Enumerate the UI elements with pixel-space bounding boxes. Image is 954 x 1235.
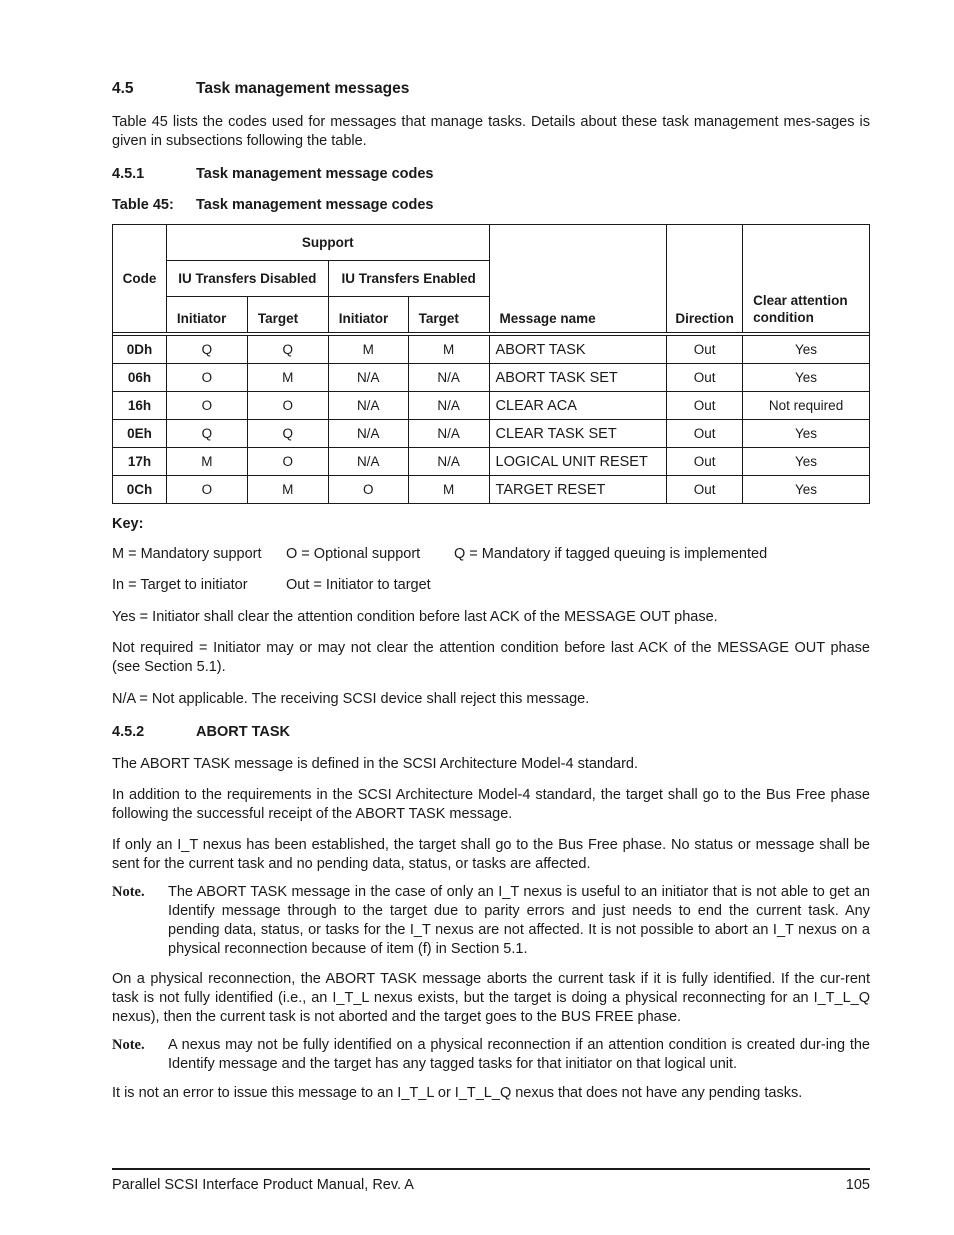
key-q: Q = Mandatory if tagged queuing is implemented xyxy=(454,546,768,562)
cell-direction: Out xyxy=(667,392,743,420)
table-row xyxy=(113,364,870,392)
header-direction: Direction xyxy=(667,225,743,333)
cell-message-name: ABORT TASK xyxy=(489,336,667,364)
cell-clear-attention: Yes xyxy=(743,476,870,504)
task-management-codes-table xyxy=(112,224,870,504)
cell-en-target: M xyxy=(408,476,489,504)
footer-page-number: 105 xyxy=(845,1177,870,1193)
abort-task-paragraph-2: In addition to the requirements in the SCSI Architecture Model-4 standard, the target shall go to the Bus Free phase following the successful receipt of the ABORT TASK message. xyxy=(112,787,870,822)
cell-clear-attention: Yes xyxy=(743,336,870,364)
header-enabled-target: Target xyxy=(408,297,489,333)
table-header-row-1 xyxy=(113,225,870,261)
abort-task-paragraph-1: The ABORT TASK message is defined in the SCSI Architecture Model-4 standard. xyxy=(112,756,639,772)
cell-dis-target: M xyxy=(247,364,328,392)
header-enabled-initiator: Initiator xyxy=(328,297,408,333)
section-heading xyxy=(112,80,409,98)
intro-paragraph: Table 45 lists the codes used for messages that manage tasks. Details about these task management mes-sages is given in subsections following the table. xyxy=(112,114,870,149)
cell-message-name: CLEAR ACA xyxy=(489,392,667,420)
cell-code: 0Eh xyxy=(113,420,167,448)
cell-dis-target: M xyxy=(247,476,328,504)
cell-en-initiator: O xyxy=(328,476,408,504)
footer-title: Parallel SCSI Interface Product Manual, Rev. A xyxy=(112,1177,414,1193)
header-iu-enabled: IU Transfers Enabled xyxy=(328,261,489,297)
abort-task-paragraph-3: If only an I_T nexus has been established, the target shall go to the Bus Free phase. No status or message shall be sent for the current task and no pending data, status, or tasks are affected. xyxy=(112,837,870,872)
cell-en-target: N/A xyxy=(408,392,489,420)
note-2-label: Note. xyxy=(112,1037,145,1053)
cell-en-target: N/A xyxy=(408,420,489,448)
key-optional: O = Optional support xyxy=(286,546,421,562)
table-caption-title: Task management message codes xyxy=(196,197,434,213)
cell-dis-target: O xyxy=(247,448,328,476)
cell-en-initiator: M xyxy=(328,336,408,364)
cell-direction: Out xyxy=(667,364,743,392)
key-out: Out = Initiator to target xyxy=(286,577,431,593)
footer-rule xyxy=(112,1168,870,1170)
table-row xyxy=(113,336,870,364)
abort-task-paragraph-4: On a physical reconnection, the ABORT TASK message aborts the current task if it is fully identified. If the cur-rent task is not fully identified (i.e., an I_T_L nexus exists, but the target is doing a physical reconnecting for an I_T_L_Q nexus), then the current task is not aborted and the target goes to the BUS FREE phase. xyxy=(112,971,870,1025)
section-number: 4.5 xyxy=(112,80,134,97)
header-clear-attention: Clear attention condition xyxy=(743,225,870,333)
header-support: Support xyxy=(166,225,489,261)
table-row xyxy=(113,476,870,504)
subsection-title-2: ABORT TASK xyxy=(196,724,290,740)
header-message-name: Message name xyxy=(489,225,667,333)
cell-message-name: CLEAR TASK SET xyxy=(489,420,667,448)
cell-en-target: N/A xyxy=(408,364,489,392)
key-line-2 xyxy=(112,577,431,593)
cell-message-name: TARGET RESET xyxy=(489,476,667,504)
table-row xyxy=(113,392,870,420)
cell-clear-attention: Yes xyxy=(743,420,870,448)
key-not-required: Not required = Initiator may or may not clear the attention condition before last ACK of the MESSAGE OUT phase (see Section 5.1). xyxy=(112,640,870,675)
cell-code: 0Dh xyxy=(113,336,167,364)
cell-clear-attention: Not required xyxy=(743,392,870,420)
table-row xyxy=(113,420,870,448)
cell-dis-initiator: O xyxy=(166,364,247,392)
cell-en-initiator: N/A xyxy=(328,448,408,476)
subsection-number-2: 4.5.2 xyxy=(112,724,145,740)
key-mandatory: M = Mandatory support xyxy=(112,546,262,562)
cell-en-target: M xyxy=(408,336,489,364)
cell-en-initiator: N/A xyxy=(328,364,408,392)
cell-dis-target: Q xyxy=(247,420,328,448)
cell-direction: Out xyxy=(667,336,743,364)
cell-direction: Out xyxy=(667,448,743,476)
section-title: Task management messages xyxy=(196,80,410,97)
cell-dis-initiator: M xyxy=(166,448,247,476)
table-row xyxy=(113,448,870,476)
note-2 xyxy=(112,1036,870,1074)
note-1-text: The ABORT TASK message in the case of only an I_T nexus is useful to an initiator that is not able to get an Identify message through to the target due to parity errors and just needs to end the current task. Any pending data, status, or tasks for the I_T nexus are not affected. It is not possible to abort an I_T nexus on a physical reconnection because of item (f) in Section 5.1. xyxy=(168,884,870,957)
abort-task-paragraph-5: It is not an error to issue this message to an I_T_L or I_T_L_Q nexus that does not have any pending tasks. xyxy=(112,1085,803,1101)
table-caption xyxy=(112,197,433,213)
cell-dis-initiator: O xyxy=(166,476,247,504)
key-label: Key: xyxy=(112,516,144,532)
subsection-heading-1 xyxy=(112,166,433,182)
table-caption-label: Table 45: xyxy=(112,197,174,213)
cell-clear-attention: Yes xyxy=(743,448,870,476)
cell-en-target: N/A xyxy=(408,448,489,476)
cell-dis-target: O xyxy=(247,392,328,420)
subsection-title-1: Task management message codes xyxy=(196,166,434,182)
cell-dis-target: Q xyxy=(247,336,328,364)
key-yes: Yes = Initiator shall clear the attention condition before last ACK of the MESSAGE OUT phase. xyxy=(112,609,718,625)
cell-direction: Out xyxy=(667,420,743,448)
cell-en-initiator: N/A xyxy=(328,420,408,448)
cell-message-name: ABORT TASK SET xyxy=(489,364,667,392)
cell-code: 06h xyxy=(113,364,167,392)
header-code: Code xyxy=(113,225,167,333)
subsection-heading-2 xyxy=(112,724,290,740)
note-1-label: Note. xyxy=(112,884,145,900)
note-2-text: A nexus may not be fully identified on a physical reconnection if an attention condition is created dur-ing the Identify message and the target has any tagged tasks for that initiator on that logical unit. xyxy=(168,1037,870,1072)
cell-direction: Out xyxy=(667,476,743,504)
header-disabled-initiator: Initiator xyxy=(166,297,247,333)
note-1 xyxy=(112,883,870,959)
cell-code: 16h xyxy=(113,392,167,420)
subsection-number-1: 4.5.1 xyxy=(112,166,145,182)
cell-dis-initiator: Q xyxy=(166,336,247,364)
header-iu-disabled: IU Transfers Disabled xyxy=(166,261,328,297)
cell-message-name: LOGICAL UNIT RESET xyxy=(489,448,667,476)
header-disabled-target: Target xyxy=(247,297,328,333)
cell-en-initiator: N/A xyxy=(328,392,408,420)
cell-code: 17h xyxy=(113,448,167,476)
cell-code: 0Ch xyxy=(113,476,167,504)
cell-dis-initiator: O xyxy=(166,392,247,420)
cell-clear-attention: Yes xyxy=(743,364,870,392)
key-in: In = Target to initiator xyxy=(112,577,248,593)
key-line-1 xyxy=(112,546,767,562)
key-na: N/A = Not applicable. The receiving SCSI device shall reject this message. xyxy=(112,691,590,707)
cell-dis-initiator: Q xyxy=(166,420,247,448)
